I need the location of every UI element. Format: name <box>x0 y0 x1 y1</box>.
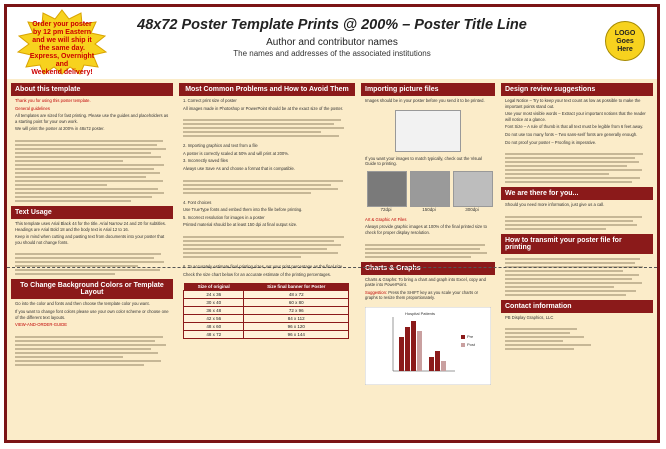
chart-bar <box>405 327 410 371</box>
burst-line: the same day. <box>39 45 85 52</box>
list-item-text: Check the size chart below for an accurate estimate of the printing percentages. <box>183 271 332 277</box>
table-cell: 24 x 36 <box>184 291 244 299</box>
paragraph: If you want to change font colors please use your own color scheme or choose one of the different text layouts. <box>15 308 169 320</box>
paragraph: We will print the poster at 200% in 48x72 poster. <box>15 126 105 132</box>
section-text <box>361 275 495 305</box>
burst-line: and we will ship it <box>32 37 92 44</box>
paragraph: This template uses Arial Black 44 for the title. Arial Narrow 24 and 20 for subtitles. Headings are Arial Bold 18 and the body text is Arial 12 to 16. <box>15 220 167 232</box>
table-cell: 30 x 40 <box>184 299 244 307</box>
chart-bar <box>441 361 446 371</box>
table-cell: 48 x 72 <box>244 291 349 299</box>
table-row <box>184 315 349 323</box>
section-text <box>501 200 653 212</box>
table-cell: 96 x 120 <box>244 323 349 331</box>
section-text <box>361 215 495 240</box>
list-item: 3. Incorrectly saved files <box>183 158 228 164</box>
table-header: Size of original <box>184 283 244 291</box>
section-heading: Text Usage <box>11 206 173 219</box>
problem-list <box>179 96 355 115</box>
resolution-thumbnails <box>365 171 491 215</box>
section-heading: How to transmit your poster file for printing <box>501 234 653 254</box>
paragraph: Images should be in your poster before you send it to be printed. <box>365 98 485 103</box>
problem-list <box>179 141 355 175</box>
paragraph: Charts & Graphs: To bring a chart and graph into Excel, copy and paste into PowerPoint. <box>365 276 486 288</box>
poster-header <box>7 7 657 77</box>
section-heading: We are there for you... <box>501 187 653 200</box>
paragraph: Do not use too many fonts – Two sans-serif fonts are generally enough. <box>505 131 638 137</box>
logo-line: Here <box>617 46 633 53</box>
suggestion-label: Suggestion: <box>365 289 388 295</box>
list-item-text: Use TrueType fonts and embed them into the file before printing. <box>183 207 303 213</box>
subheading: General guidelines <box>15 105 50 111</box>
chart-bar <box>411 321 416 371</box>
list-item-text: All images made in Photoshop or PowerPoint should be at the exact size of the poster. <box>183 105 344 111</box>
table-cell: 48 x 72 <box>184 331 244 339</box>
legend-swatch <box>461 343 465 347</box>
table-cell: 48 x 60 <box>184 323 244 331</box>
thumb-label: 150dpi <box>422 206 436 212</box>
sample-image-area <box>365 110 491 152</box>
paragraph: Use your most visible words – Extract your important notions that the reader will notice at a glance. <box>505 111 646 122</box>
poster-title: 48x72 Poster Template Prints @ 200% – Poster Title Line <box>137 17 527 33</box>
list-item: 5. Incorrect resolution for images in a poster <box>183 214 265 220</box>
table-row <box>184 331 349 339</box>
size-table <box>183 283 349 339</box>
table-row <box>184 299 349 307</box>
subheading: Art & Graphic Art Files <box>365 216 407 222</box>
logo-line: LOGO <box>614 30 636 37</box>
paragraph: Font Size – A rule of thumb is that all text must be legible from 6 feet away. <box>505 124 644 130</box>
text-lines <box>179 115 355 141</box>
sample-bar-chart <box>365 307 491 385</box>
poster <box>4 4 660 443</box>
chart-bar <box>399 337 404 371</box>
legend-swatch <box>461 335 465 339</box>
section-heading: Importing picture files <box>361 83 495 96</box>
text-lines <box>11 332 173 370</box>
thumb-low-res <box>367 171 407 207</box>
text-lines <box>361 240 495 262</box>
section-heading: Charts & Graphs <box>361 262 495 275</box>
logo-line: Goes <box>616 38 634 45</box>
thumb-mid-res <box>410 171 450 207</box>
chart-title: Hospital Patients <box>405 310 436 316</box>
column-1 <box>11 83 173 436</box>
thumb-high-res <box>453 171 493 207</box>
list-item: 4. Font choices <box>183 199 212 205</box>
burst-line: Order your poster <box>32 21 92 28</box>
table-cell: 96 x 144 <box>244 331 349 339</box>
poster-body <box>7 79 657 440</box>
section-heading: To Change Background Colors or Template Layout <box>11 279 173 299</box>
paragraph: Should you need more information, just give us a call. <box>505 202 605 208</box>
logo-placeholder <box>605 21 645 61</box>
section-heading: Design review suggestions <box>501 83 653 96</box>
table-header: Size final banner for Poster <box>244 283 349 291</box>
section-text <box>501 96 653 149</box>
table-row <box>184 291 349 299</box>
text-lines <box>501 324 653 354</box>
column-3 <box>361 83 495 436</box>
paragraph: Do not proof your poster – Proofing is imperative. <box>505 139 597 145</box>
paragraph: Press the SHIFT key as you scale your charts or graphs to resize them proportionately. <box>365 289 479 301</box>
column-4 <box>501 83 653 436</box>
table-row <box>184 323 349 331</box>
text-lines <box>501 149 653 187</box>
sample-window-image <box>395 110 461 152</box>
text-lines <box>501 254 653 300</box>
chart-bar <box>429 357 434 371</box>
section-text <box>361 96 495 108</box>
list-item-text: Always use Save As and choose a format that is compatible. <box>183 165 295 171</box>
table-cell: 84 x 112 <box>244 315 349 323</box>
text-lines <box>501 212 653 234</box>
table-row <box>184 307 349 315</box>
legend-label: Pre <box>467 333 474 339</box>
poster-authors: Author and contributor names <box>266 37 398 48</box>
paragraph: Go into the color and fonts and then choose the template color you want. <box>15 301 150 307</box>
burst-text <box>29 21 95 77</box>
section-text <box>11 299 173 331</box>
paragraph: Keep in mind when cutting and pasting text from documents into your poster that you should not change fonts. <box>15 234 165 245</box>
problem-list <box>179 198 355 232</box>
order-guide-link[interactable]: VIEW-AND-ORDER-GUIDE <box>15 322 68 328</box>
text-lines <box>11 136 173 206</box>
thumb-label: 300dpi <box>465 206 479 212</box>
text-lines <box>179 176 355 198</box>
table-cell: 36 x 48 <box>184 307 244 315</box>
burst-line: Weekend delivery! <box>31 69 93 76</box>
table-cell: 60 x 80 <box>244 299 349 307</box>
list-item: 6. To accurately estimate final printing sizes, set your print percentage as the final size <box>183 263 343 269</box>
section-text <box>11 96 173 136</box>
list-item: 2. Importing graphics and text from a file <box>183 143 258 149</box>
burst-line: by 12 pm Eastern <box>33 29 91 36</box>
section-heading: About this template <box>11 83 173 96</box>
company-name: PB Display Graphics, LLC <box>505 314 554 320</box>
paragraph: All templates are sized for fast printing. Please use the guides and placeholders as a starting point for your own work. <box>15 113 169 124</box>
list-item-text: Printed material should be at least 150 dpi at final output size. <box>183 222 298 228</box>
paragraph: If you want your images to match typically, check out the Visual Guide to printing. <box>365 155 482 167</box>
section-text <box>11 219 173 249</box>
column-2 <box>179 83 355 436</box>
section-text <box>361 154 495 171</box>
section-heading: Most Common Problems and How to Avoid Them <box>179 83 355 96</box>
burst-line: Express, Overnight and <box>29 53 95 68</box>
text-lines <box>179 232 355 262</box>
paragraph: Legal Notice – Try to keep your text count as low as possible to make the important points stand out. <box>505 98 641 109</box>
contact-text <box>501 313 653 325</box>
legend-label: Post <box>467 341 476 347</box>
text-lines <box>11 249 173 279</box>
intro-text: Thank you for using this poster template. <box>15 98 91 103</box>
table-cell: 42 x 56 <box>184 315 244 323</box>
chart-bar <box>435 351 440 371</box>
table-cell: 72 x 96 <box>244 307 349 315</box>
print-guide-line <box>7 267 657 268</box>
paragraph: Always provide graphic images at 100% of the final printed size to check for proper display resolution. <box>365 224 487 235</box>
list-item-text: A poster is correctly scaled at 50% and will print at 200%. <box>183 150 290 156</box>
section-heading: Contact information <box>501 300 653 313</box>
problem-list <box>179 262 355 281</box>
chart-bar <box>417 331 422 371</box>
thumb-label: 72dpi <box>380 206 392 212</box>
poster-affiliations: The names and addresses of the associated institutions <box>233 49 431 58</box>
list-item: 1. Correct print size of poster <box>183 98 237 103</box>
